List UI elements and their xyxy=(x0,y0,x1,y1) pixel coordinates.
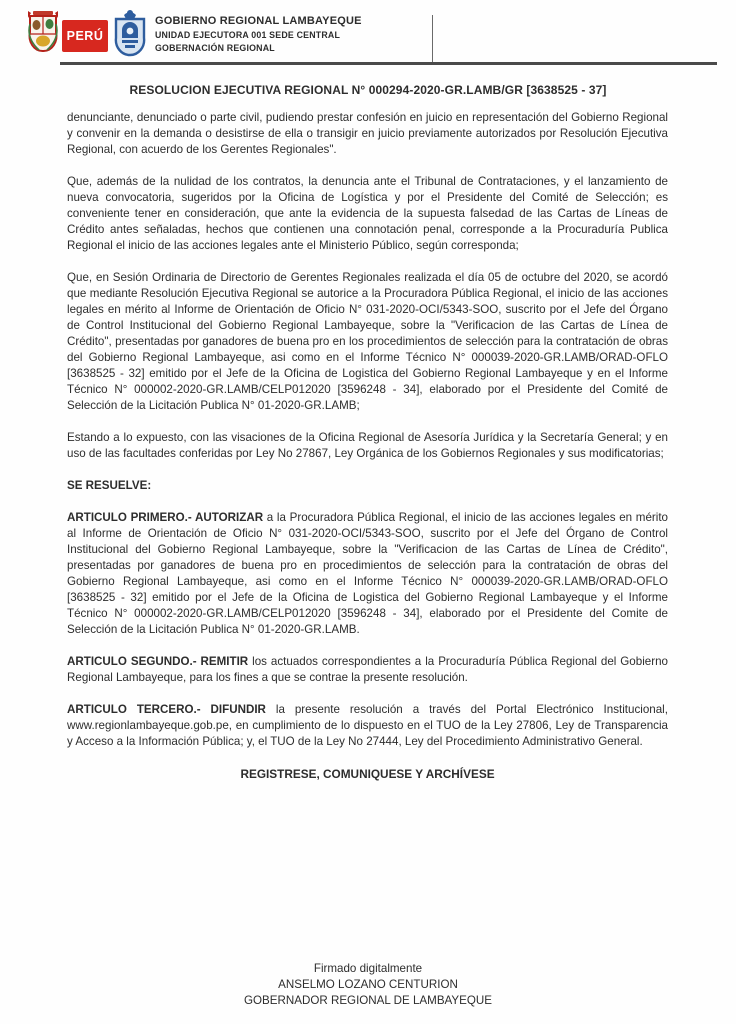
article-segundo xyxy=(67,654,668,686)
header-vertical-divider xyxy=(432,15,433,62)
lambayeque-emblem-icon xyxy=(112,8,148,58)
signature-method-line: Firmado digitalmente xyxy=(313,962,423,975)
paragraph-considerando-1: denunciante, denunciado o parte civil, pudiendo prestar confesión en juicio en representación del Gobierno Regional y convenir en la demanda o desistirse de ella o transigir en juicio previamente autorizados por Resolución Ejecutiva Regional, con acuerdo de los Gerentes Regionales". xyxy=(67,111,668,156)
article-tercero xyxy=(67,702,668,750)
closing-formula: REGISTRESE, COMUNIQUESE Y ARCHÍVESE xyxy=(240,767,495,781)
resolution-title: RESOLUCION EJECUTIVA REGIONAL N° 000294-2020-GR.LAMB/GR [3638525 - 37] xyxy=(129,83,607,97)
paragraph-considerando-2: Que, además de la nulidad de los contratos, la denuncia ante el Tribunal de Contrataciones, y el lanzamiento de nueva convocatoria, sugeridos por la Oficina de Logística y por el Presidente del Comité de Selección; es conveniente tener en consideración, que ante la evidencia de la supuesta falsedad de las Cartas de Líneas de Crédito antes señaladas, hechos que contienen una connotación penal, corresponde a la Procuraduría Publica Regional el inicio de las acciones legales ante el Ministerio Público, según corresponda; xyxy=(67,175,668,252)
article-tercero-text: la presente resolución a través del Portal Electrónico Institucional, www.regionlambayeque.gob.pe, en cumplimiento de lo dispuesto en el TUO de la Ley 27806, Ley de Transparencia y Acceso a la Información Pública; y, el TUO de la Ley No 27444, Ley del Procedimiento Administrativo General. xyxy=(67,703,668,748)
org-unit-line: UNIDAD EJECUTORA 001 SEDE CENTRAL xyxy=(155,30,341,40)
article-primero xyxy=(67,510,668,638)
peru-label: PERÚ xyxy=(66,29,104,43)
article-segundo-label: ARTICULO SEGUNDO.- REMITIR xyxy=(67,655,249,668)
org-name-line: GOBIERNO REGIONAL LAMBAYEQUE xyxy=(155,15,362,27)
peru-flag-badge xyxy=(62,20,108,52)
org-name-block xyxy=(155,15,362,55)
org-office-line: GOBERNACIÓN REGIONAL xyxy=(155,43,275,53)
document-header xyxy=(0,0,736,70)
signer-title: GOBERNADOR REGIONAL DE LAMBAYEQUE xyxy=(243,994,493,1007)
resolution-body xyxy=(67,110,668,782)
article-primero-text: a la Procuradora Pública Regional, el inicio de las acciones legales en mérito al Informe de Orientación de Oficio N° 031-2020-OCI/5343-SOO, suscrito por el Jefe del Órgano de Control Institucional del Gobierno Regional Lambayeque, sobre la "Verificacion de las Cartas de Línea de Crédito", presentadas por ganadores de buena pro en procedimientos de selección para la contratación de obras del Gobierno Regional Lambayeque, asi como en el Informe Técnico N° 000039-2020-GR.LAMB/ORAD-OFLO [3638525 - 32] emitido por el Jefe de la Oficina de Logistica del Gobierno Regional Lambayeque y el Informe Técnico N° 000002-2020-GR.LAMB/CELP012020 [3596248 - 34], elaborado por el Presidente del Comite de Selección de la Licitación Publica N° 01-2020-GR.LAMB. xyxy=(67,511,668,636)
article-tercero-label: ARTICULO TERCERO.- DIFUNDIR xyxy=(67,703,266,716)
paragraph-estando: Estando a lo expuesto, con las visaciones de la Oficina Regional de Asesoría Jurídica y la Secretaría General; y en uso de las facultades conferidas por Ley No 27867, Ley Orgánica de los Gobiernos Regionales y sus modificatorias; xyxy=(67,431,668,460)
article-segundo-text: los actuados correspondientes a la Procuraduría Pública Regional del Gobierno Regional Lambayeque, para los fines a que se contrae la presente resolución. xyxy=(67,655,668,684)
header-rule xyxy=(60,62,717,65)
paragraph-considerando-3: Que, en Sesión Ordinaria de Directorio de Gerentes Regionales realizada el día 05 de octubre del 2020, se acordó que mediante Resolución Ejecutiva Regional se autorice a la Procuradora Pública Regional, el inicio de las acciones legales en mérito al Informe de Orientación de Oficio N° 031-2020-OCI/5343-SOO, suscrito por el Jefe del Órgano de Control Institucional del Gobierno Regional Lambayeque, sobre la "Verificacion de las Cartas de Línea de Crédito", presentadas por ganadores de buena pro en los procedimientos de selección para la contratación de obras del Gobierno Regional Lambayeque, asi como en el Informe Técnico N° 000039-2020-GR.LAMB/ORAD-OFLO [3638525 - 32] emitido por el Jefe de la Oficina de Logistica del Gobierno Regional Lambayeque y en el Informe Técnico N° 000002-2020-GR.LAMB/CELP012020 [3596248 - 34], elaborado por el Presidente del Comité de Selección de la Licitación Publica N° 01-2020-GR.LAMB; xyxy=(67,271,668,412)
article-primero-label: ARTICULO PRIMERO.- AUTORIZAR xyxy=(67,511,264,524)
signer-name: ANSELMO LOZANO CENTURION xyxy=(278,978,458,991)
resolve-heading: SE RESUELVE: xyxy=(67,479,152,492)
digital-signature-block xyxy=(0,961,736,1009)
peru-coat-of-arms-icon xyxy=(26,10,60,56)
